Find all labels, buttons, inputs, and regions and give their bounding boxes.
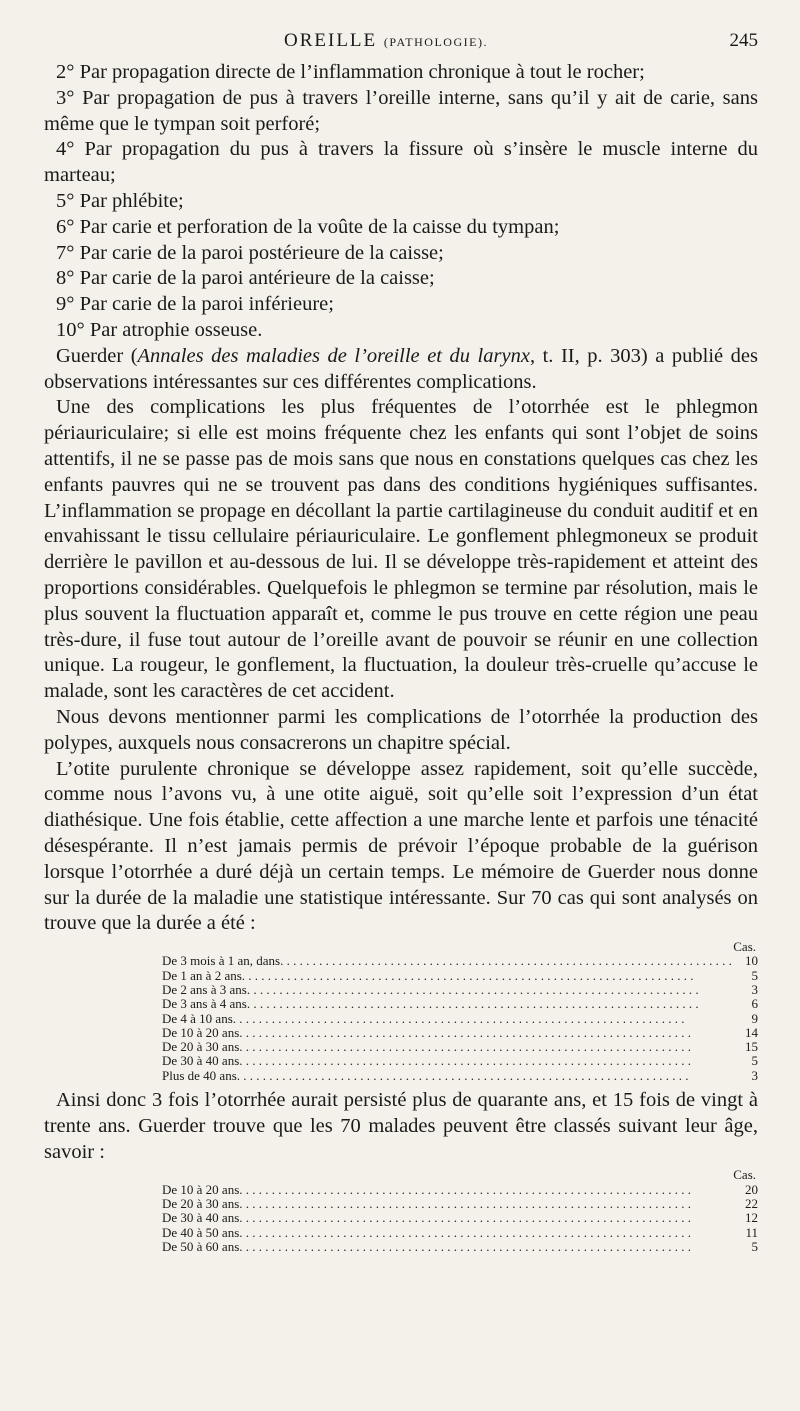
row-value: 5	[751, 967, 758, 983]
row-label: De 4 à 10 ans	[162, 1010, 233, 1026]
guerder-post: , t. II, p. 303) a publié des observations intéressantes sur ces différentes complications.	[44, 344, 759, 393]
table-row	[44, 1197, 758, 1211]
page-number: 245	[729, 30, 758, 51]
running-title	[284, 30, 488, 52]
paragraph: Nous devons mentionner parmi les complications de l’otorrhée la production des polypes, auxquels nous consacrerons un chapitre spécial.	[44, 705, 758, 754]
row-value: 12	[745, 1210, 758, 1226]
table-row	[44, 969, 758, 983]
row-label: De 20 à 30 ans	[162, 1196, 240, 1212]
row-value: 5	[751, 1053, 758, 1069]
leader-dots	[233, 1012, 736, 1026]
leader-dots	[239, 1054, 736, 1068]
journal-title: Annales des maladies de l’oreille et du larynx	[137, 344, 530, 367]
age-table-header: Cas.	[733, 1167, 756, 1183]
list-item: 5° Par phlébite;	[56, 189, 184, 212]
leader-dots	[239, 1211, 736, 1225]
table-row	[44, 1069, 758, 1083]
row-label: De 40 à 50 ans	[162, 1224, 240, 1240]
leader-dots	[237, 1069, 736, 1083]
paragraph: L’otite purulente chronique se développe assez rapidement, soit qu’elle succède, comme nous l’avons vu, à une otite aiguë, soit qu’elle soit l’expression d’un état diathésique. Une fois établie, cette affection a une marche lente et parfois une ténacité désespérante. Il n’est jamais permis de prévoir l’époque probable de la guérison lorsque l’otorrhée a duré déjà un certain temps. Le mémoire de Guerder nous donne sur la durée de la maladie une statistique intéressante. Sur 70 cas qui sont analysés on trouve que la durée a été :	[44, 757, 758, 935]
body-text	[44, 60, 758, 1254]
leader-dots	[239, 1183, 736, 1197]
row-value: 15	[745, 1039, 758, 1055]
row-label: De 10 à 20 ans	[162, 1024, 240, 1040]
duration-table	[44, 940, 758, 1083]
running-header	[44, 30, 758, 60]
guerder-paragraph	[44, 344, 758, 396]
row-label: De 10 à 20 ans	[162, 1181, 240, 1197]
row-value: 10	[745, 953, 758, 969]
guerder-pre: Guerder (	[56, 344, 138, 367]
table-row	[44, 1012, 758, 1026]
row-value: 22	[745, 1196, 758, 1212]
table-row	[44, 997, 758, 1011]
leader-dots	[242, 969, 736, 983]
leader-dots	[247, 983, 736, 997]
list-item: 4° Par propagation du pus à travers la fissure où s’insère le muscle interne du marteau;	[44, 138, 758, 187]
row-label: De 50 à 60 ans	[162, 1238, 240, 1254]
row-value: 5	[751, 1238, 758, 1254]
row-label: De 3 mois à 1 an, dans	[162, 953, 281, 969]
row-value: 11	[745, 1224, 758, 1240]
leader-dots	[239, 1040, 736, 1054]
list-item: 6° Par carie et perforation de la voûte de la caisse du tympan;	[56, 215, 560, 238]
row-value: 3	[751, 1067, 758, 1083]
leader-dots	[239, 1240, 736, 1254]
list-item: 2° Par propagation directe de l’inflammation chronique à tout le rocher;	[56, 61, 645, 83]
running-title-sub: (PATHOLOGIE).	[383, 35, 488, 49]
row-value: 6	[751, 996, 758, 1012]
row-label: De 3 ans à 4 ans	[162, 996, 247, 1012]
paragraph: Une des complications les plus fréquentes de l’otorrhée est le phlegmon périauriculaire; si elle est moins fréquente chez les enfants qui sont l’objet de soins attentifs, il ne se passe pas de mois sans que nous en constations quelques cas chez les enfants pauvres qui ne se trouvent pas dans des conditions hygiéniques suffisantes. L’inflammation se propage en décollant la partie cartilagineuse du conduit auditif et en envahissant le tissu cellulaire périauriculaire. Le gonflement phlegmoneux se produit derrière le pavillon et au-dessous de lui. Il se développe très-rapidement et atteint des proportions considérables. Quelquefois le phlegmon se termine par résolution, mais le plus souvent la fluctuation apparaît et, comme le pus trouve en cette région une peau très-dure, il fuse tout autour de l’oreille avant de pouvoir se réunir en une collection unique. La rougeur, le gonflement, la fluctuation, la douleur très-cruelle qu’accuse le malade, sont les caractères de cet accident.	[44, 396, 758, 703]
row-value: 3	[751, 981, 758, 997]
row-label: De 2 ans à 3 ans	[162, 981, 247, 997]
row-value: 20	[745, 1181, 758, 1197]
leader-dots	[280, 954, 736, 968]
row-value: 14	[745, 1024, 758, 1040]
list-item: 7° Par carie de la paroi postérieure de la caisse;	[56, 241, 444, 264]
table-row	[44, 1211, 758, 1225]
leader-dots	[239, 1197, 736, 1211]
leader-dots	[239, 1226, 736, 1240]
table-row	[44, 1026, 758, 1040]
age-table	[44, 1168, 758, 1254]
row-label: De 30 à 40 ans	[162, 1053, 240, 1069]
row-label: De 1 an à 2 ans	[162, 967, 242, 983]
table-row	[44, 954, 758, 968]
row-label: Plus de 40 ans	[162, 1067, 237, 1083]
duration-table-header: Cas.	[733, 939, 756, 955]
table-row	[44, 1054, 758, 1068]
row-label: De 20 à 30 ans	[162, 1039, 240, 1055]
table-row	[44, 1240, 758, 1254]
list-item: 9° Par carie de la paroi inférieure;	[56, 293, 334, 316]
list-item: 8° Par carie de la paroi antérieure de la caisse;	[56, 267, 435, 290]
table-row	[44, 1040, 758, 1054]
table-row	[44, 1226, 758, 1240]
list-item: 10° Par atrophie osseuse.	[56, 318, 263, 341]
paragraph: Ainsi donc 3 fois l’otorrhée aurait persisté plus de quarante ans, et 15 fois de vingt à trente ans. Guerder trouve que les 70 malades peuvent être classés suivant leur âge, savoir :	[44, 1089, 758, 1163]
row-label: De 30 à 40 ans	[162, 1210, 240, 1226]
list-item: 3° Par propagation de pus à travers l’oreille interne, sans qu’il y ait de carie, sans même que le tympan soit perforé;	[44, 86, 758, 135]
leader-dots	[247, 997, 736, 1011]
running-title-main: OREILLE	[284, 30, 378, 51]
table-row	[44, 1183, 758, 1197]
table-row	[44, 983, 758, 997]
leader-dots	[239, 1026, 736, 1040]
row-value: 9	[751, 1010, 758, 1026]
